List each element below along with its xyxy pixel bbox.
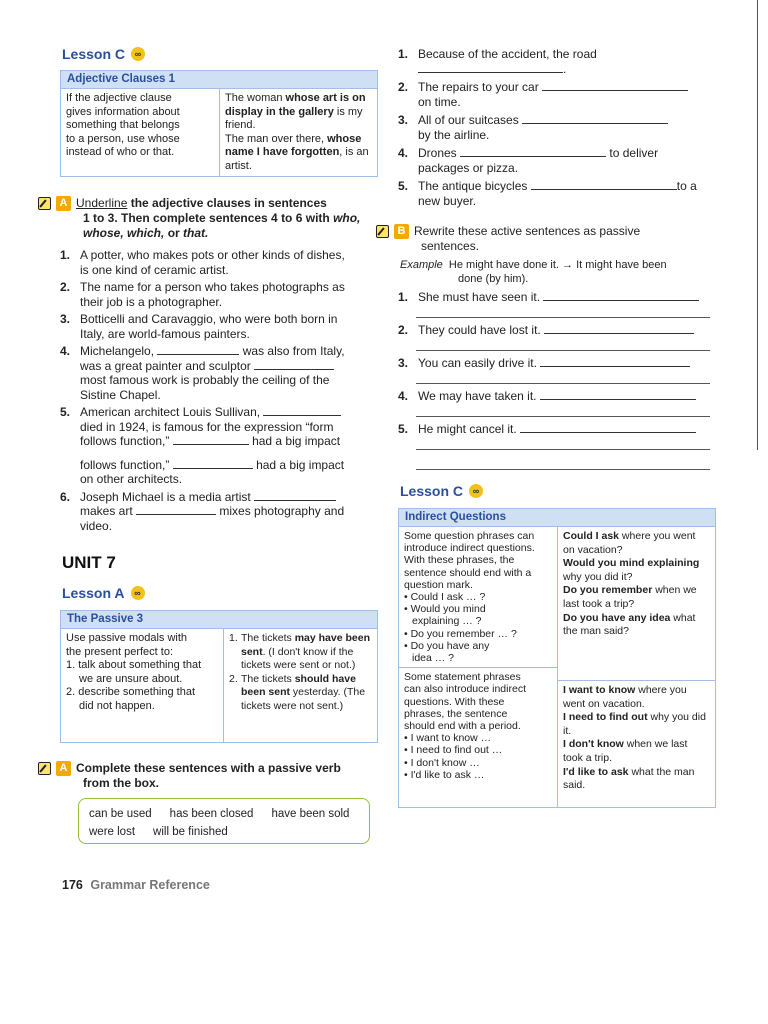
- rule-line: gives information about: [66, 105, 180, 118]
- answer-blank[interactable]: [263, 405, 341, 416]
- passive-complete-items: [398, 47, 718, 208]
- answer-blank[interactable]: [418, 62, 563, 73]
- examples: [219, 89, 377, 176]
- rewrite-items: [398, 290, 710, 466]
- word-option: will be finished: [153, 826, 228, 838]
- list-item: 1. She must have seen it.: [398, 290, 710, 323]
- rule-line: instead of who or that.: [66, 146, 175, 158]
- exercise-badge: A: [56, 761, 71, 776]
- word-box: [78, 798, 370, 844]
- pencil-icon: [376, 225, 389, 238]
- instr-text: Complete these sentences with a passive verb: [76, 761, 341, 775]
- answer-blank[interactable]: [136, 504, 216, 515]
- list-item: 5. American architect Louis Sullivan, died in 1924, is famous for the expression “form follows function,” had a big impact follows function,” had a big impact on other architects.: [60, 405, 345, 486]
- answer-blank[interactable]: [540, 356, 690, 367]
- box-header: The Passive 3: [61, 611, 377, 629]
- word-option: has been closed: [169, 808, 254, 820]
- answer-blank[interactable]: [544, 323, 694, 334]
- example: Do you remember when we last took a trip?: [563, 584, 697, 610]
- rule-line: If the adjective clause: [66, 92, 172, 104]
- instr-text: or: [164, 226, 184, 240]
- instr-text: Rewrite these active sentences as passive: [414, 224, 641, 238]
- underline-word: Underline: [76, 196, 128, 210]
- indirect-questions-box: [398, 508, 716, 808]
- page-edge-divider: [757, 0, 758, 450]
- adjective-clauses-box: [60, 70, 378, 177]
- answer-blank[interactable]: [254, 490, 336, 501]
- unit-title: UNIT 7: [62, 553, 116, 572]
- list-item: 3. You can easily drive it.: [398, 356, 710, 389]
- answer-blank[interactable]: [543, 290, 699, 301]
- lesson-c-title-right: [400, 483, 483, 499]
- page-footer: [62, 878, 210, 892]
- answer-blank[interactable]: [540, 389, 696, 400]
- box-header: Indirect Questions: [399, 509, 715, 527]
- example-1: The woman whose art is on display in the gallery is my friend.: [225, 92, 366, 131]
- answer-blank[interactable]: [173, 458, 253, 469]
- instr-text: 1 to 3. Then complete sentences 4 to 6 with: [83, 211, 334, 225]
- example: I want to know where you went on vacation.: [563, 684, 687, 710]
- link-icon[interactable]: ∞: [131, 586, 145, 600]
- word-option: were lost: [89, 826, 136, 838]
- example: [400, 259, 720, 286]
- example: Could I ask where you went on vacation?: [563, 530, 696, 556]
- exercise-badge: B: [394, 224, 409, 239]
- rule-text: [61, 89, 219, 176]
- answer-blank[interactable]: [542, 80, 688, 91]
- example-2: The man over there, whose name I have forgotten, is an artist.: [225, 132, 369, 172]
- answer-line[interactable]: [416, 316, 710, 318]
- answer-line[interactable]: [416, 448, 710, 450]
- instr-italic: whose, which,: [83, 226, 165, 240]
- word-option: have been sold: [271, 808, 350, 820]
- rule-line: something that belongs: [66, 119, 180, 131]
- link-icon[interactable]: ∞: [131, 47, 145, 61]
- example: Do you have any idea what the man said?: [563, 611, 696, 638]
- answer-line[interactable]: [416, 415, 710, 417]
- example: I need to find out why you did it.: [563, 711, 706, 737]
- rule-text: Some question phrases can introduce indirect questions. With these phrases, the sentence should end with a question mark. • Could I ask … ? • Would you mind explaining … ? • Do you remember … ? • Do you have any idea … ? Some statement phrases can also introduce indirect questions. With these phrases, the sentence should end with a period. • I want to know … • I need to find out … • I don't know … • I'd like to ask …: [399, 527, 557, 807]
- examples: [557, 527, 715, 807]
- instr-text: from the box.: [83, 776, 160, 790]
- list-item: 4. We may have taken it.: [398, 389, 710, 422]
- lesson-a-title: [62, 585, 145, 601]
- example-text: done (by him).: [458, 272, 529, 285]
- list-item: 1. A potter, who makes pots or other kinds of dishes, is one kind of ceramic artist.: [60, 248, 345, 277]
- answer-line[interactable]: [416, 382, 710, 384]
- list-item: 1. Because of the accident, the road .: [398, 47, 597, 76]
- list-item: 4. Drones to deliver packages or pizza.: [398, 146, 659, 175]
- box-header: Adjective Clauses 1: [61, 71, 377, 89]
- pencil-icon: [38, 197, 51, 210]
- answer-blank[interactable]: [157, 344, 239, 355]
- answer-line[interactable]: [416, 349, 710, 351]
- word-option: can be used: [89, 808, 152, 820]
- example-label: Example: [400, 259, 443, 271]
- list-item: 5. The antique bicycles to a new buyer.: [398, 179, 697, 208]
- list-item: 2. The repairs to your car on time.: [398, 80, 718, 109]
- list-item: 4. Michelangelo, was also from Italy, was a great painter and sculptor most famous work is probably the ceiling of the Sistine Chapel.: [60, 344, 345, 402]
- answer-blank[interactable]: [173, 434, 249, 445]
- lesson-a-label: Lesson A: [62, 585, 125, 601]
- example-text: He might have done it. → It might have been: [448, 259, 667, 271]
- example: I'd like to ask what the man said.: [563, 765, 695, 792]
- list-item: 6. Joseph Michael is a media artist makes art mixes photography and video.: [60, 489, 345, 533]
- lesson-c-title-left: [62, 46, 145, 62]
- rule-text: Use passive modals with the present perfect to: 1. talk about something that we are unsure about. 2. describe something that did not happen.: [66, 632, 202, 712]
- answer-blank[interactable]: [531, 179, 677, 190]
- exercise-badge: A: [56, 196, 71, 211]
- answer-blank[interactable]: [522, 113, 668, 124]
- answer-blank[interactable]: [460, 146, 606, 157]
- answer-blank[interactable]: [520, 422, 696, 433]
- answer-blank[interactable]: [254, 359, 334, 370]
- examples: [223, 629, 377, 742]
- list-item: 2. They could have lost it.: [398, 323, 710, 356]
- list-item: 5. He might cancel it.: [398, 422, 710, 466]
- pencil-icon: [38, 762, 51, 775]
- instr-italic: that.: [183, 226, 209, 240]
- page-number: 176: [62, 878, 83, 892]
- example-2: 2. The tickets should have been sent yesterday. (The tickets were not sent.): [229, 672, 366, 712]
- instr-italic: who,: [333, 211, 361, 225]
- exercise-b-instruction: [376, 224, 716, 254]
- list-item: 3. All of our suitcases by the airline.: [398, 113, 718, 142]
- example-1: 1. The tickets may have been sent. (I don't know if the tickets were sent or not.): [229, 632, 370, 671]
- example: Would you mind explaining why you did it?: [563, 557, 700, 583]
- exercise-a2-instruction: [38, 761, 378, 791]
- passive-box: [60, 610, 378, 743]
- lesson-c-label: Lesson C: [400, 483, 464, 499]
- exercise-a-items: [60, 248, 378, 533]
- instr-text: the adjective clauses in sentences: [127, 196, 327, 210]
- lesson-c-label: Lesson C: [62, 46, 126, 62]
- list-item: 2. The name for a person who takes photographs as their job is a photographer.: [60, 280, 345, 309]
- link-icon[interactable]: ∞: [469, 484, 483, 498]
- answer-line[interactable]: [416, 468, 710, 470]
- instr-text: sentences.: [421, 239, 480, 253]
- exercise-a-instruction: [38, 196, 378, 241]
- example: I don't know when we last took a trip.: [563, 738, 688, 764]
- footer-label: Grammar Reference: [90, 878, 210, 892]
- list-item: 3. Botticelli and Caravaggio, who were both born in Italy, are world-famous painters.: [60, 312, 338, 341]
- rule-line: to a person, use whose: [66, 132, 180, 145]
